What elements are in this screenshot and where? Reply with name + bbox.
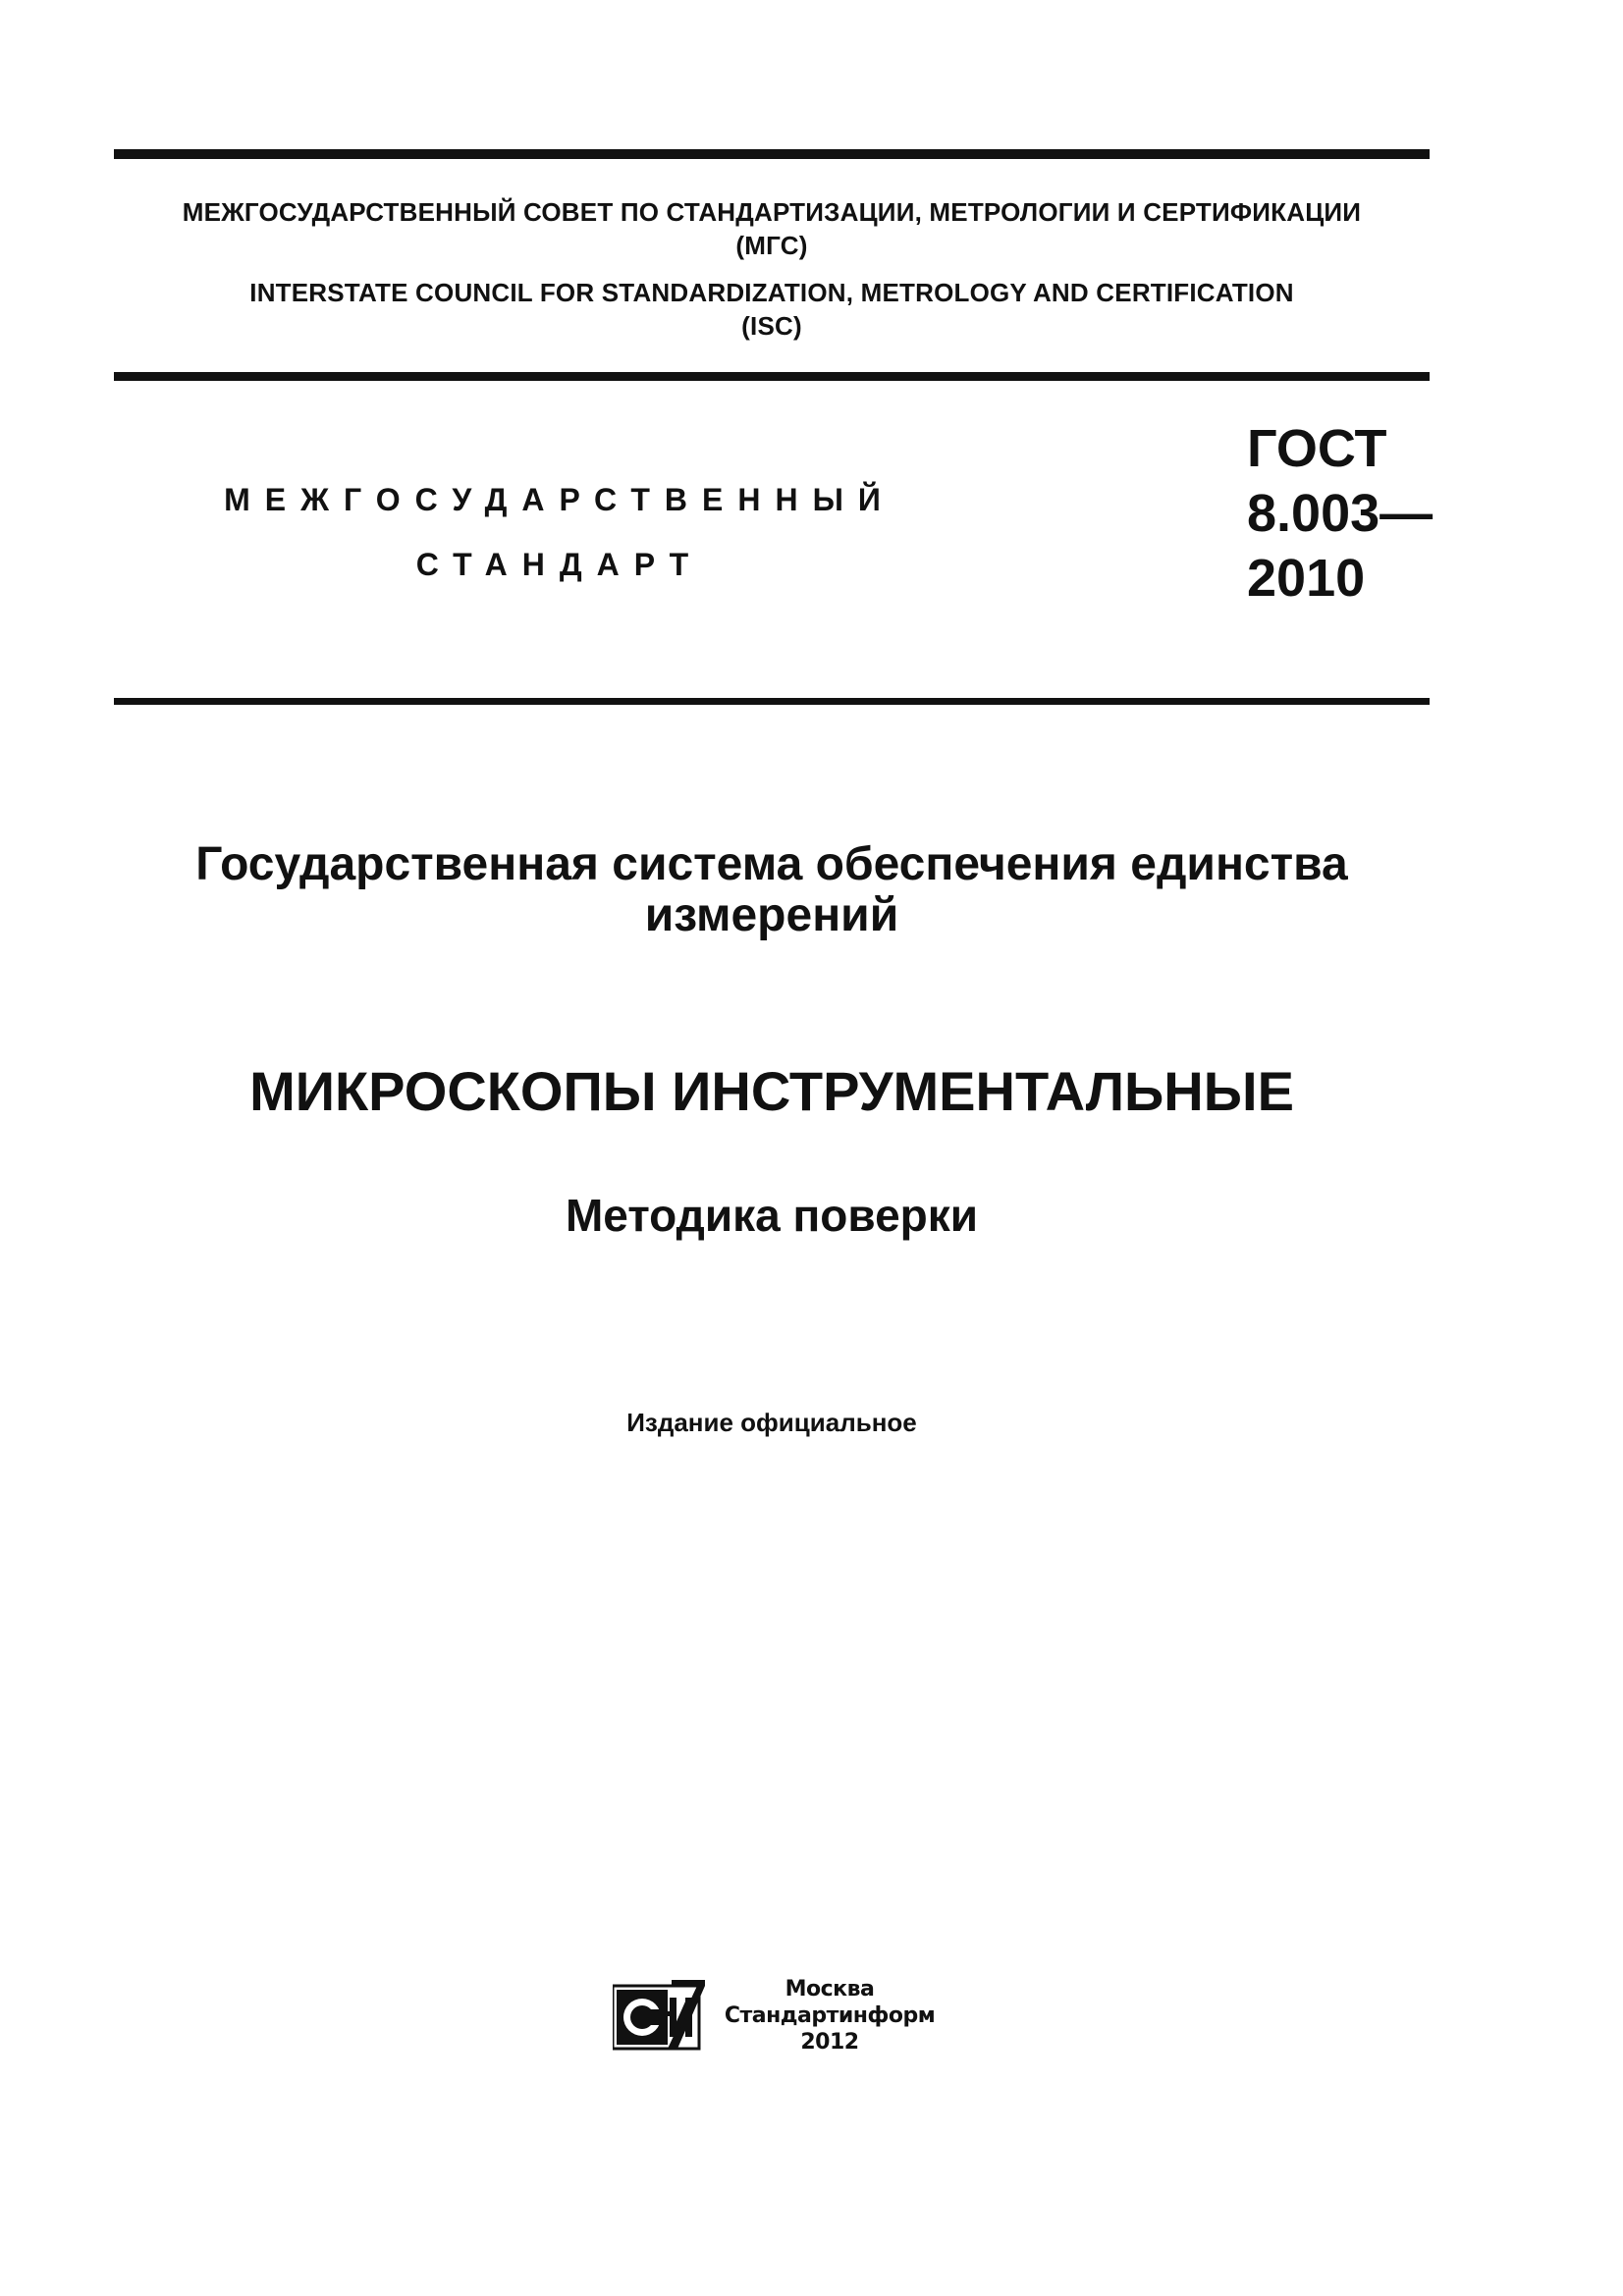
publisher-block: [609, 1976, 943, 2055]
top-rule: [114, 149, 1430, 159]
standard-type-line1: МЕЖГОСУДАРСТВЕННЫЙ: [224, 482, 895, 517]
council-name-ru-line1: МЕЖГОСУДАРСТВЕННЫЙ СОВЕТ ПО СТАНДАРТИЗАЦИИ, МЕТРОЛОГИИ И СЕРТИФИКАЦИИ: [182, 197, 1362, 227]
system-title: [114, 839, 1430, 941]
standard-type: [216, 467, 903, 597]
publication-year: 2012: [800, 2030, 859, 2055]
standartinform-logo-icon: [613, 1980, 705, 2051]
gost-designation-line1: ГОСТ: [1247, 419, 1387, 478]
system-title-line1: Государственная система обеспечения единства: [195, 838, 1348, 890]
council-name-ru: [114, 195, 1430, 262]
edition-note: Издание официальное: [626, 1408, 917, 1437]
publisher-city: Москва: [784, 1977, 875, 2002]
gost-designation: [1247, 416, 1433, 611]
publisher-text: [717, 1976, 943, 2056]
publisher-name: Стандартинформ: [724, 2003, 936, 2028]
main-title: МИКРОСКОПЫ ИНСТРУМЕНТАЛЬНЫЕ: [249, 1060, 1294, 1122]
subtitle: Методика поверки: [565, 1190, 979, 1241]
council-name-en-line1: INTERSTATE COUNCIL FOR STANDARDIZATION, METROLOGY AND CERTIFICATION: [249, 278, 1294, 307]
system-title-line2: измерений: [644, 889, 899, 941]
standard-type-line2: СТАНДАРТ: [415, 547, 704, 582]
middle-rule: [114, 372, 1430, 381]
lower-rule: [114, 698, 1430, 705]
council-abbr-en: (ISC): [741, 311, 802, 341]
council-abbr-ru: (МГС): [735, 231, 808, 260]
council-name-en: [114, 276, 1430, 343]
gost-designation-line2: 8.003—: [1247, 484, 1434, 543]
gost-designation-line3: 2010: [1247, 549, 1366, 608]
